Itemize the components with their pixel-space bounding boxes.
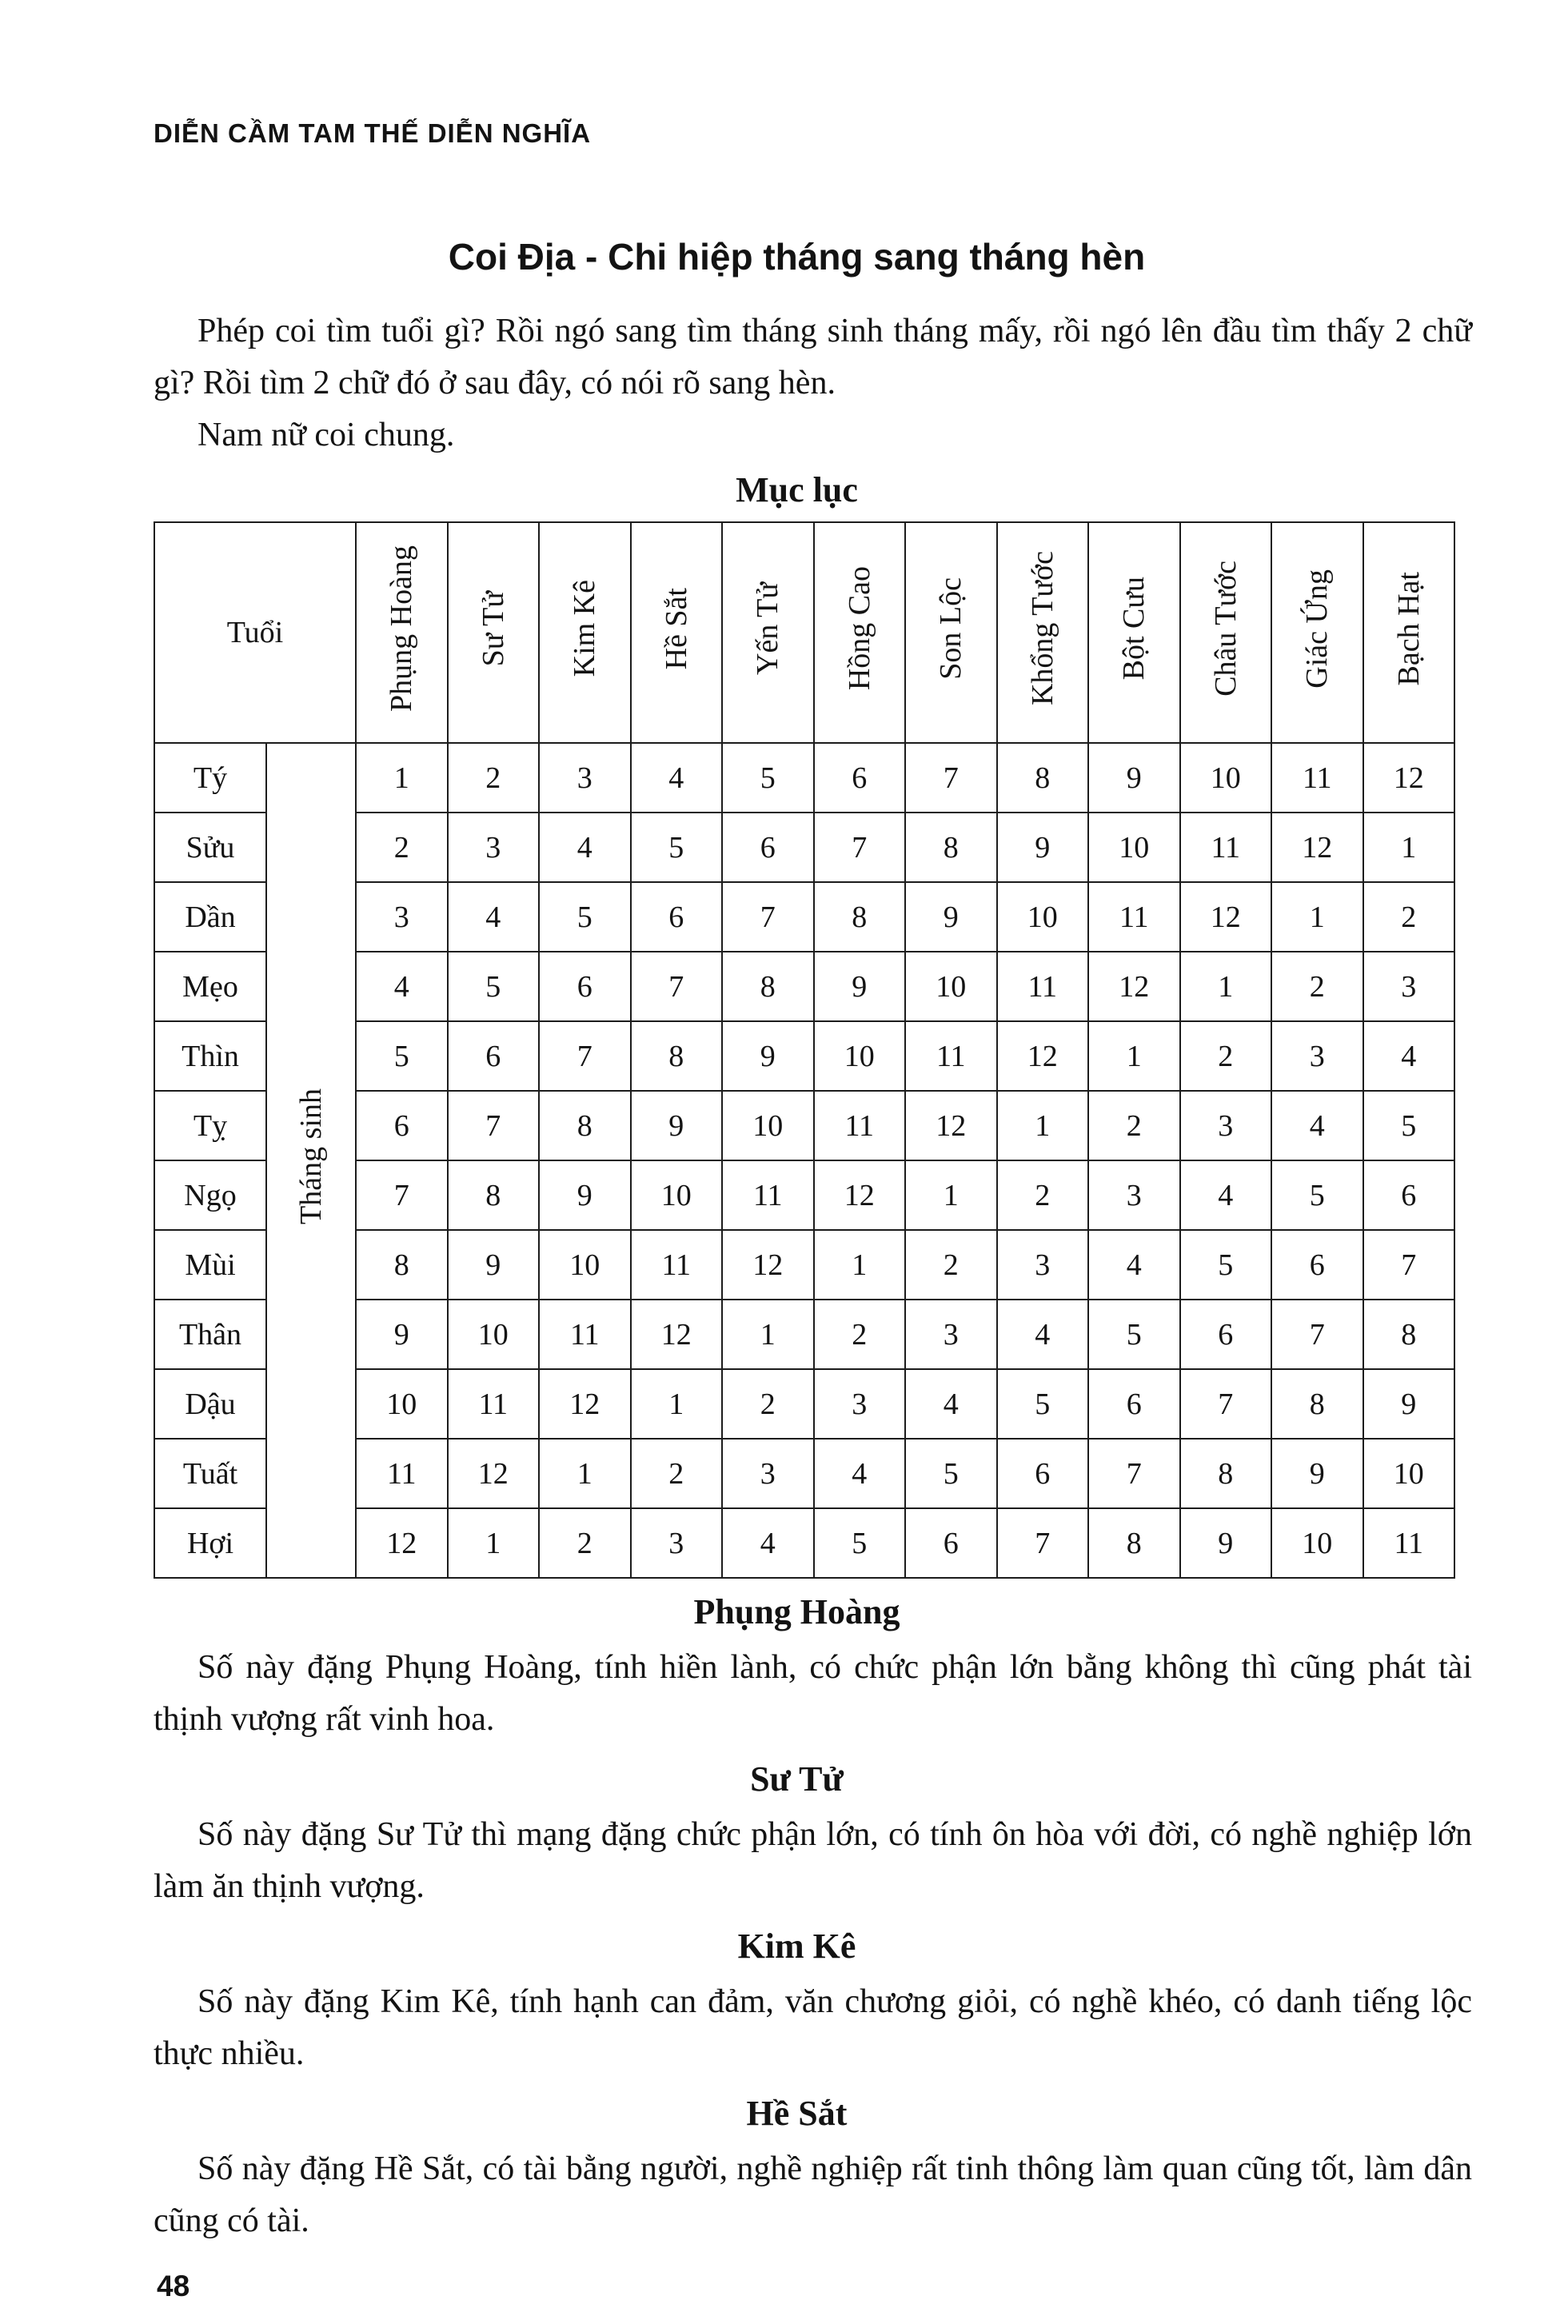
page-title: Coi Địa - Chi hiệp tháng sang tháng hèn	[448, 236, 1146, 278]
table-cell: 1	[722, 1300, 814, 1369]
table-cell: 9	[905, 882, 997, 952]
corner-cell: Tuổi	[154, 522, 356, 743]
table-cell: 3	[356, 882, 448, 952]
table-cell: 9	[356, 1300, 448, 1369]
row-label: Dần	[154, 882, 266, 952]
column-header-label: Phụng Hoàng	[385, 545, 419, 712]
table-cell: 6	[539, 952, 631, 1021]
table-cell: 8	[905, 813, 997, 882]
table-cell: 5	[631, 813, 723, 882]
table-cell: 6	[356, 1091, 448, 1160]
row-label: Dậu	[154, 1369, 266, 1439]
column-header	[631, 522, 723, 743]
table-cell: 4	[356, 952, 448, 1021]
table-cell: 6	[448, 1021, 540, 1091]
table-cell: 4	[631, 743, 723, 813]
table-cell: 5	[722, 743, 814, 813]
table-cell: 2	[722, 1369, 814, 1439]
section-heading: Sư Tử	[750, 1759, 844, 1799]
row-label: Thân	[154, 1300, 266, 1369]
table-cell: 12	[905, 1091, 997, 1160]
table-cell: 12	[631, 1300, 723, 1369]
column-header-label: Bạch Hạt	[1391, 571, 1426, 686]
table-cell: 1	[539, 1439, 631, 1508]
row-label: Mùi	[154, 1230, 266, 1300]
table-cell: 8	[448, 1160, 540, 1230]
table-cell: 6	[1088, 1369, 1180, 1439]
section-body: Số này đặng Kim Kê, tính hạnh can đảm, văn chương giỏi, có nghề khéo, có danh tiếng lộc thực nhiều.	[154, 1983, 1472, 2072]
table-cell: 3	[448, 813, 540, 882]
table-cell: 3	[722, 1439, 814, 1508]
row-label: Mẹo	[154, 952, 266, 1021]
table-cell: 4	[1180, 1160, 1272, 1230]
table-cell: 4	[539, 813, 631, 882]
table-cell: 10	[539, 1230, 631, 1300]
table-cell: 11	[539, 1300, 631, 1369]
table-cell: 10	[356, 1369, 448, 1439]
table-cell: 2	[1088, 1091, 1180, 1160]
table-cell: 10	[1180, 743, 1272, 813]
row-label: Hợi	[154, 1508, 266, 1578]
table-cell: 9	[1271, 1439, 1363, 1508]
table-cell: 1	[1088, 1021, 1180, 1091]
table-cell: 6	[631, 882, 723, 952]
table-cell: 3	[1363, 952, 1455, 1021]
table-cell: 8	[722, 952, 814, 1021]
table-cell: 4	[1088, 1230, 1180, 1300]
table-cell: 7	[1271, 1300, 1363, 1369]
table-cell: 7	[997, 1508, 1089, 1578]
table-cell: 8	[539, 1091, 631, 1160]
table-cell: 3	[997, 1230, 1089, 1300]
table-cell: 7	[814, 813, 906, 882]
row-label: Tỵ	[154, 1091, 266, 1160]
section-body: Số này đặng Sư Tử thì mạng đặng chức phận lớn, có tính ôn hòa với đời, có nghề nghiệp lớn làm ăn thịnh vượng.	[154, 1816, 1472, 1905]
section-su-tu	[154, 1759, 1472, 1913]
table-cell: 1	[1363, 813, 1455, 882]
page-number: 48	[157, 2270, 190, 2302]
table-cell: 9	[1363, 1369, 1455, 1439]
column-header-label: Khổng Tước	[1025, 551, 1059, 706]
column-header	[814, 522, 906, 743]
table-cell: 12	[722, 1230, 814, 1300]
table-cell: 3	[1271, 1021, 1363, 1091]
column-header-label: Sư Tử	[476, 590, 510, 667]
row-group-label	[266, 743, 356, 1578]
table-cell: 7	[1180, 1369, 1272, 1439]
table-cell: 9	[814, 952, 906, 1021]
running-header: DIỄN CẦM TAM THẾ DIỄN NGHĨA	[154, 118, 592, 148]
table-cell: 6	[1180, 1300, 1272, 1369]
table-cell: 4	[814, 1439, 906, 1508]
table-cell: 7	[356, 1160, 448, 1230]
table-cell: 5	[1271, 1160, 1363, 1230]
table-cell: 4	[1271, 1091, 1363, 1160]
column-header	[448, 522, 540, 743]
table-cell: 5	[814, 1508, 906, 1578]
table-body	[154, 743, 1454, 1578]
section-heading: Hề Sắt	[746, 2094, 848, 2133]
table-cell: 11	[814, 1091, 906, 1160]
table-cell: 1	[814, 1230, 906, 1300]
table-cell: 2	[1180, 1021, 1272, 1091]
table-cell: 11	[1088, 882, 1180, 952]
table-cell: 12	[356, 1508, 448, 1578]
table-cell: 1	[1271, 882, 1363, 952]
column-header-label: Giác Ứng	[1300, 569, 1335, 689]
table-cell: 8	[997, 743, 1089, 813]
table-cell: 3	[1180, 1091, 1272, 1160]
table-cell: 2	[905, 1230, 997, 1300]
table-cell: 3	[1088, 1160, 1180, 1230]
table-cell: 12	[539, 1369, 631, 1439]
table-cell: 7	[722, 882, 814, 952]
table-cell: 2	[539, 1508, 631, 1578]
row-label: Tý	[154, 743, 266, 813]
table-cell: 11	[1363, 1508, 1455, 1578]
intro-paragraph: Nam nữ coi chung.	[197, 417, 455, 453]
column-header-label: Hề Sắt	[659, 587, 693, 670]
table-cell: 10	[631, 1160, 723, 1230]
table-cell: 1	[905, 1160, 997, 1230]
table-cell: 4	[1363, 1021, 1455, 1091]
table-header-row	[154, 522, 1454, 743]
table-cell: 2	[814, 1300, 906, 1369]
table-cell: 1	[448, 1508, 540, 1578]
column-header	[539, 522, 631, 743]
table-cell: 10	[722, 1091, 814, 1160]
column-header-label: Yến Tử	[751, 582, 785, 675]
table-cell: 9	[448, 1230, 540, 1300]
table-cell: 9	[631, 1091, 723, 1160]
table-cell: 8	[1088, 1508, 1180, 1578]
table-cell: 7	[539, 1021, 631, 1091]
table-cell: 12	[1363, 743, 1455, 813]
table-cell: 9	[997, 813, 1089, 882]
table-cell: 3	[539, 743, 631, 813]
column-header	[722, 522, 814, 743]
table-cell: 10	[814, 1021, 906, 1091]
table-cell: 3	[814, 1369, 906, 1439]
table-cell: 3	[631, 1508, 723, 1578]
column-header	[1271, 522, 1363, 743]
table-cell: 5	[1363, 1091, 1455, 1160]
column-header	[1363, 522, 1455, 743]
intro-paragraph: Phép coi tìm tuổi gì? Rồi ngó sang tìm tháng sinh tháng mấy, rồi ngó lên đầu tìm thấy 2 chữ gì? Rồi tìm 2 chữ đó ở sau đây, có nói rõ sang hèn.	[154, 313, 1472, 401]
table-cell: 4	[722, 1508, 814, 1578]
column-header	[1180, 522, 1272, 743]
table-cell: 6	[905, 1508, 997, 1578]
table-cell: 8	[356, 1230, 448, 1300]
table-cell: 5	[1088, 1300, 1180, 1369]
table-cell: 11	[905, 1021, 997, 1091]
table-cell: 11	[722, 1160, 814, 1230]
table-cell: 2	[448, 743, 540, 813]
table-cell: 12	[448, 1439, 540, 1508]
table-cell: 11	[1180, 813, 1272, 882]
section-body: Số này đặng Hề Sắt, có tài bằng người, nghề nghiệp rất tinh thông làm quan cũng tốt, làm dân cũng có tài.	[154, 2150, 1472, 2239]
table-cell: 9	[539, 1160, 631, 1230]
column-header	[905, 522, 997, 743]
table-cell: 6	[722, 813, 814, 882]
section-body: Số này đặng Phụng Hoàng, tính hiền lành, có chức phận lớn bằng không thì cũng phát tài thịnh vượng rất vinh hoa.	[154, 1649, 1472, 1738]
table-cell: 12	[997, 1021, 1089, 1091]
column-header-label: Son Lộc	[934, 577, 968, 680]
table-cell: 10	[905, 952, 997, 1021]
table-cell: 7	[1363, 1230, 1455, 1300]
row-label: Tuất	[154, 1439, 266, 1508]
table-cell: 7	[448, 1091, 540, 1160]
table-cell: 8	[1180, 1439, 1272, 1508]
table-cell: 5	[356, 1021, 448, 1091]
table-cell: 4	[448, 882, 540, 952]
table-cell: 5	[448, 952, 540, 1021]
column-header-label: Kim Kê	[568, 580, 602, 677]
section-heading: Phụng Hoàng	[693, 1592, 900, 1631]
column-header	[1088, 522, 1180, 743]
table-cell: 1	[1180, 952, 1272, 1021]
table-cell: 8	[631, 1021, 723, 1091]
table-cell: 4	[997, 1300, 1089, 1369]
table-cell: 12	[1088, 952, 1180, 1021]
table-cell: 3	[905, 1300, 997, 1369]
table-cell: 9	[1180, 1508, 1272, 1578]
table-cell: 5	[1180, 1230, 1272, 1300]
table-cell: 7	[905, 743, 997, 813]
column-header	[997, 522, 1089, 743]
table-cell: 2	[997, 1160, 1089, 1230]
table-cell: 2	[1363, 882, 1455, 952]
table-cell: 5	[905, 1439, 997, 1508]
table-cell: 6	[814, 743, 906, 813]
table-cell: 10	[1271, 1508, 1363, 1578]
table-cell: 11	[997, 952, 1089, 1021]
column-header-label: Châu Tước	[1208, 561, 1243, 697]
column-header	[356, 522, 448, 743]
table-cell: 12	[1271, 813, 1363, 882]
table-cell: 10	[448, 1300, 540, 1369]
table-cell: 7	[1088, 1439, 1180, 1508]
table-cell: 8	[1363, 1300, 1455, 1369]
table-cell: 11	[631, 1230, 723, 1300]
table-cell: 2	[1271, 952, 1363, 1021]
row-label: Thìn	[154, 1021, 266, 1091]
section-phung-hoang	[154, 1591, 1472, 1746]
table-cell: 1	[356, 743, 448, 813]
table-cell: 9	[1088, 743, 1180, 813]
table-cell: 7	[631, 952, 723, 1021]
section-he-sat	[154, 2093, 1472, 2247]
table-cell: 10	[1363, 1439, 1455, 1508]
column-header-label: Bột Cưu	[1117, 577, 1151, 681]
table-cell: 6	[997, 1439, 1089, 1508]
table-cell: 12	[1180, 882, 1272, 952]
table-row	[154, 743, 1454, 813]
table-title: Mục lục	[736, 470, 858, 509]
table-cell: 6	[1363, 1160, 1455, 1230]
table-cell: 8	[1271, 1369, 1363, 1439]
table-cell: 6	[1271, 1230, 1363, 1300]
row-label: Ngọ	[154, 1160, 266, 1230]
table-cell: 2	[356, 813, 448, 882]
table-cell: 11	[448, 1369, 540, 1439]
section-heading: Kim Kê	[737, 1927, 856, 1966]
table-cell: 12	[814, 1160, 906, 1230]
column-header-label: Hồng Cao	[842, 566, 876, 691]
table-cell: 10	[1088, 813, 1180, 882]
row-label: Sửu	[154, 813, 266, 882]
table-cell: 5	[997, 1369, 1089, 1439]
table-cell: 11	[1271, 743, 1363, 813]
table-cell: 4	[905, 1369, 997, 1439]
table-cell: 8	[814, 882, 906, 952]
month-table	[154, 521, 1455, 1579]
table-cell: 10	[997, 882, 1089, 952]
table-cell: 5	[539, 882, 631, 952]
table-cell: 9	[722, 1021, 814, 1091]
row-group-label-text: Tháng sinh	[294, 1088, 328, 1224]
table-cell: 2	[631, 1439, 723, 1508]
table-cell: 1	[631, 1369, 723, 1439]
table-cell: 1	[997, 1091, 1089, 1160]
section-kim-ke	[154, 1926, 1472, 2080]
table-cell: 11	[356, 1439, 448, 1508]
